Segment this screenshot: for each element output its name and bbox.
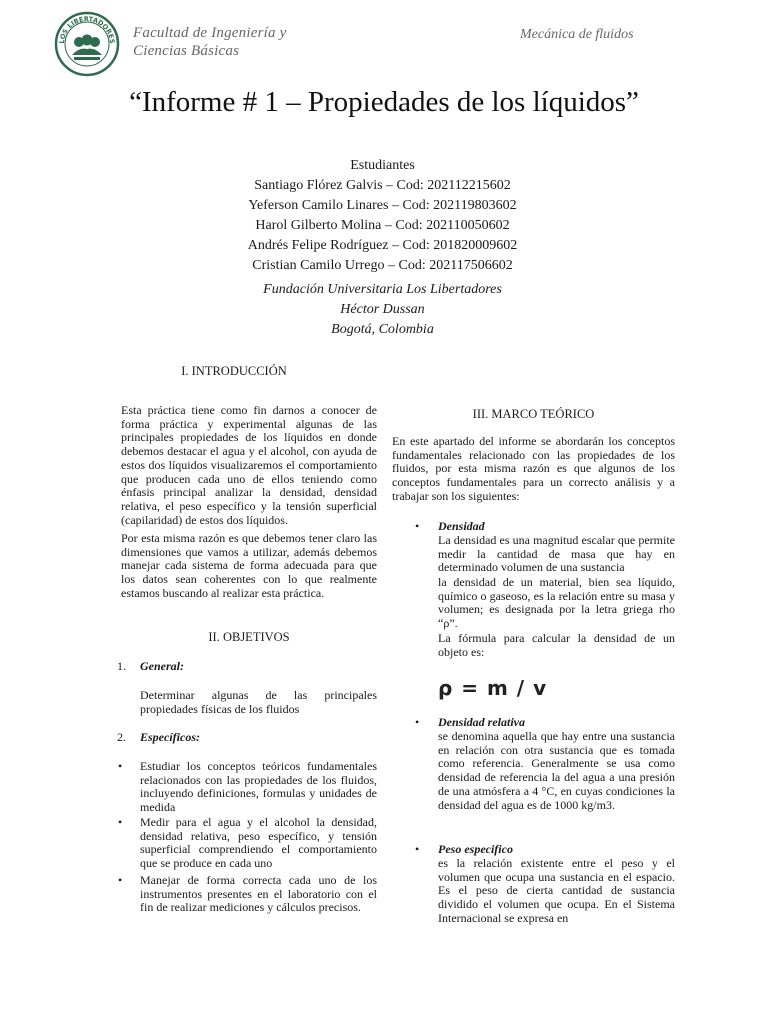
density-text-2: la densidad de un material, bien sea líquido, químico o gaseoso, es la relación entre su masa y volumen; es designada por la letra griega rho “ρ”. [438,575,675,631]
specific-objective-3: Manejar de forma correcta cada uno de los instrumentos presentes en el laboratorio con el fin de realizar mediciones y cálculos precisos. [140,873,377,915]
student-line: Santiago Flórez Galvis – Cod: 202112215602 [254,178,511,193]
faculty-line2: Ciencias Básicas [133,43,240,59]
city: Bogotá, Colombia [331,322,434,337]
students-block [150,156,615,276]
bullet-dot: • [415,715,420,729]
student-line: Cristian Camilo Urrego – Cod: 202117506602 [252,258,513,273]
objectives-heading: II. OBJETIVOS [208,630,290,644]
specific-objective-1: Estudiar los conceptos teóricos fundamentales relacionados con las propiedades de los fluidos, incluyendo definiciones, formulas y unidades de medida [140,759,377,815]
specific-weight-text: es la relación existente entre el peso y el volumen que ocupa una sustancia en el espacio. Es el peso de cierta cantidad de sustancia dividido el volumen que ocupa. En el Sistema Internacional se expresa en [438,856,675,925]
students-heading: Estudiantes [350,158,415,173]
specific-number: 2. [117,730,126,744]
svg-text:LOS LIBERTADORES: LOS LIBERTADORES [57,14,117,45]
density-label: Densidad [438,519,485,533]
specific-weight-label: Peso especifico [438,842,513,856]
density-text-1: La densidad es una magnitud escalar que permite medir la cantidad de masa que hay en determinado volumen de una sustancia [438,533,675,575]
institution-block [150,280,615,340]
report-title: “Informe # 1 – Propiedades de los líquidos” [129,86,639,118]
bullet-dot: • [415,519,420,533]
theory-intro: En este apartado del informe se abordarán los conceptos fundamentales relacionado con las propiedades de los fluidos, por esta misma razón es que algunos de los conceptos fundamentales para un correcto análisis y a trabajar son los siguientes: [392,434,675,503]
institution-name: Fundación Universitaria Los Libertadores [263,282,502,297]
density-formula: ρ = m / v [438,676,548,700]
student-line: Harol Gilberto Molina – Cod: 202110050602 [255,218,510,233]
bullet-dot: • [415,842,420,856]
relative-density-label: Densidad relativa [438,715,525,729]
theory-heading: III. MARCO TEÓRICO [472,407,595,421]
relative-density-text: se denomina aquella que hay entre una sustancia en relación con otra sustancia que es tomada como referencia. Generalmente se usa como densidad de referencia la del agua a una presión de una atmósfera a 4 °C, en cuyas condiciones la densidad del agua es de 1000 kg/m3. [438,729,675,812]
intro-heading: I. INTRODUCCIÓN [181,364,287,378]
student-line: Andrés Felipe Rodríguez – Cod: 201820009602 [247,238,518,253]
faculty-name [133,24,287,60]
general-number: 1. [117,659,126,673]
bullet-dot: • [118,873,123,887]
bullet-dot: • [118,759,123,773]
intro-paragraph-2: Por esta misma razón es que debemos tener claro las dimensiones que vamos a utilizar, además debemos manejar cada sistema de forma adecuada para que los datos sean coherentes con lo que realmente estamos buscando al realizar esta práctica. [121,531,377,600]
faculty-line1: Facultad de Ingeniería y [133,25,287,41]
specific-objective-2: Medir para el agua y el alcohol la densidad, densidad relativa, peso específico, y tensión superficial comprendiendo el comportamiento que se produce en cada uno [140,815,377,871]
intro-paragraph-1: Esta práctica tiene como fin darnos a conocer de forma práctica y experimental algunas de las principales propiedades de los líquidos en donde debemos destacar el agua y el alcohol, con ayuda de estos dos líquidos visualizaremos el comportamiento que producen cada uno de ellos teniendo como énfasis principal analizar la densidad, densidad relativa, el peso específico y la tensión superficial (capilaridad) de estos dos líquidos. [121,403,377,527]
professor-name: Héctor Dussan [340,302,425,317]
student-line: Yeferson Camilo Linares – Cod: 202119803602 [248,198,517,213]
density-text-3: La fórmula para calcular la densidad de un objeto es: [438,631,675,659]
general-label: General: [140,659,184,673]
university-logo [54,11,120,77]
specific-label: Específicos: [140,730,200,744]
general-objective: Determinar algunas de las principales propiedades físicas de los fluidos [140,688,377,716]
course-name: Mecánica de fluidos [520,27,634,42]
bullet-dot: • [118,815,123,829]
